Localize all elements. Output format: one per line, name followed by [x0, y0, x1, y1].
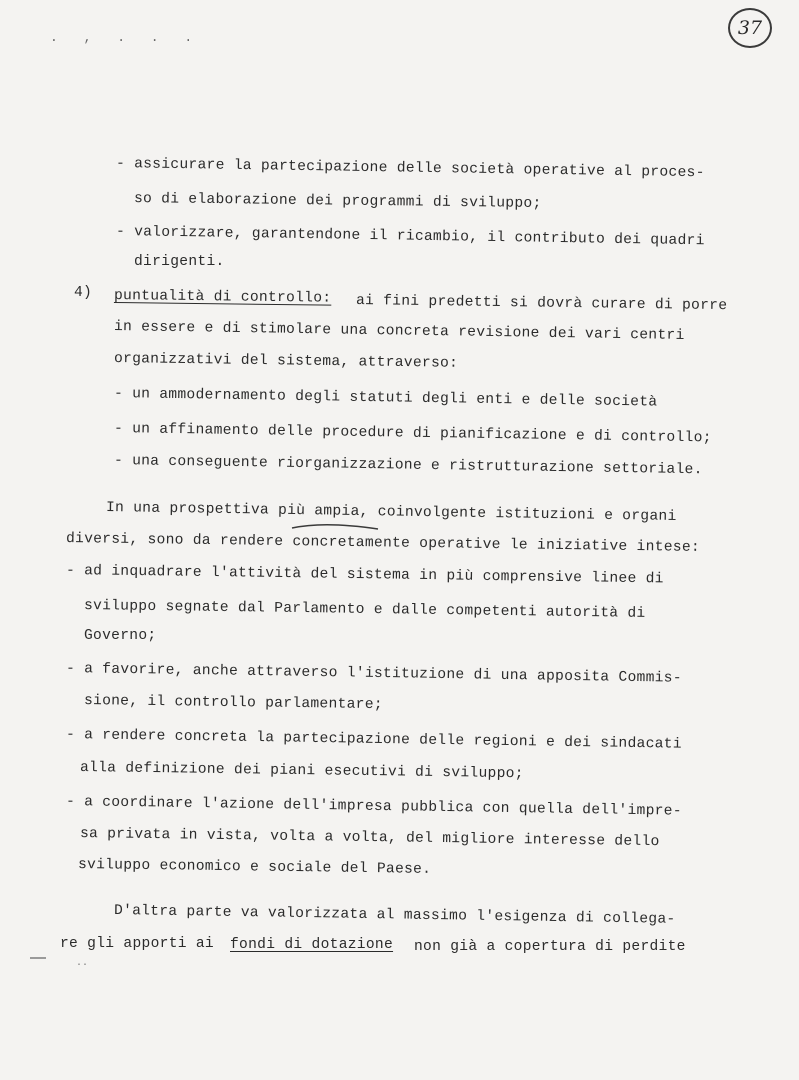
text-line: - valorizzare, garantendone il ricambio, il contributo dei quadri	[115, 224, 705, 250]
text-line: in essere e di stimolare una concreta revisione dei vari centri	[113, 319, 685, 344]
list-number: 4)	[74, 285, 93, 301]
scan-mark	[30, 957, 46, 959]
text-line: organizzativi del sistema, attraverso:	[113, 351, 459, 372]
paragraph-line: - a favorire, anche attraverso l'istituzione di una apposita Commis-	[65, 661, 682, 687]
paragraph-line: - ad inquadrare l'attività del sistema in più comprensive linee di	[65, 563, 664, 588]
paragraph-line: In una prospettiva più ampia, coinvolgente istituzioni e organi	[105, 500, 677, 525]
text-line: - assicurare la partecipazione delle società operative al proces-	[115, 156, 705, 182]
text-line: - un affinamento delle procedure di pianificazione e di controllo;	[113, 421, 712, 447]
paragraph-line: diversi, sono da rendere concretamente operative le iniziative intese:	[65, 531, 701, 556]
underlined-term: fondi di dotazione	[230, 937, 394, 953]
paragraph-line: alla definizione dei piani esecutivi di sviluppo;	[79, 760, 524, 783]
scan-specks: . , . . .	[50, 30, 202, 45]
scan-mark: ··	[76, 960, 89, 971]
paragraph-line: sa privata in vista, volta a volta, del migliore interesse dello	[79, 826, 660, 851]
text-line: - una conseguente riorganizzazione e ristrutturazione settoriale.	[113, 453, 703, 479]
paragraph-line: Governo;	[84, 628, 157, 644]
text-line: ai fini predetti si dovrà curare di porre	[355, 293, 728, 315]
paragraph-line: re gli apporti ai	[60, 936, 214, 952]
paragraph-line: - a rendere concreta la partecipazione delle regioni e dei sindacati	[65, 727, 682, 753]
handwritten-underline	[290, 522, 380, 532]
paragraph-line: sione, il controllo parlamentare;	[83, 693, 383, 714]
paragraph-line: D'altra parte va valorizzata al massimo l'esigenza di collega-	[113, 903, 676, 928]
underlined-term: puntualità di controllo:	[113, 288, 332, 307]
text-line: - un ammodernamento degli statuti degli enti e delle società	[113, 386, 658, 411]
paragraph-line: non già a copertura di perdite	[414, 939, 686, 955]
text-line: dirigenti.	[134, 254, 225, 270]
page-number-circled: 37	[728, 8, 772, 48]
paragraph-line: sviluppo economico e sociale del Paese.	[77, 857, 432, 878]
text-line: so di elaborazione dei programmi di sviluppo;	[133, 191, 542, 212]
paragraph-line: sviluppo segnate dal Parlamento e dalle competenti autorità di	[83, 598, 646, 622]
paragraph-line: - a coordinare l'azione dell'impresa pubblica con quella dell'impre-	[65, 794, 682, 820]
